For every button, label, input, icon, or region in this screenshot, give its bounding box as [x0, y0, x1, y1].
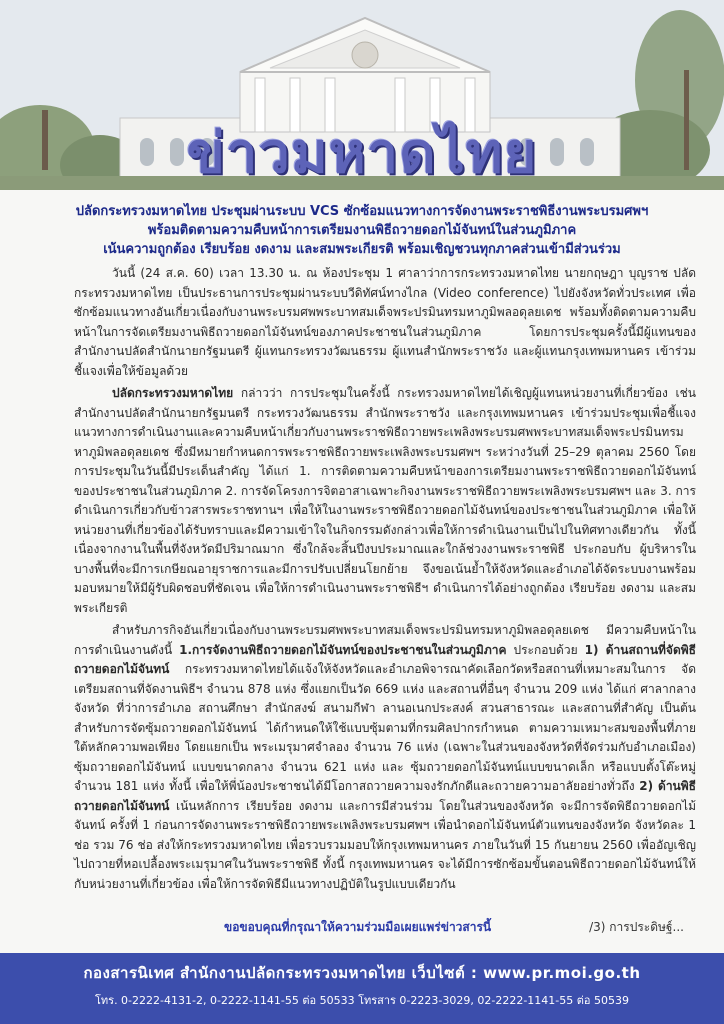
news-headline [60, 202, 664, 259]
footer-bar [0, 953, 724, 1024]
headline-line-2: พร้อมติดตามความคืบหน้าการเตรียมงานพิธีถวายดอกไม้จันทน์ในส่วนภูมิภาค [147, 223, 577, 238]
continuation-note: /3) การประดิษฐ์... [589, 920, 684, 934]
paragraph-3-venue-text: กระทรวงมหาดไทยได้แจ้งให้จังหวัดและอำเภอพิจารณาคัดเลือกวัดหรือสถานที่เหมาะสมในการ จัดเตรียมสถานที่จัดงานพิธีฯ จำนวน 878 แห่ง ซึ่งแยกเป็นวัด 669 แห่ง และสถานที่อื่นๆ จำนวน 209 แห่ง ได้แก่ ศาลากลางจังหวัด ที่ว่าการอำเภอ สถานศึกษา สำนักสงฆ์ สนามกีฬา ลานอเนกประสงค์ สวนสาธารณะ และสถานที่สำคัญ เป็นต้น สำหรับการจัดซุ้มถวายดอกไม้จันทน์ ได้กำหนดให้ใช้แบบซุ้มตามที่กรมศิลปากรกำหนด ตามความเหมาะสมของพื้นที่ภายใต้หลักความพอเพียง โดยแยกเป็น พระเมรุมาศจำลอง จำนวน 76 แห่ง (เฉพาะในส่วนของจังหวัดที่จัดร่วมกับอำเภอเมือง) ซุ้มถวายดอกไม้จันทน์ แบบขนาดกลาง จำนวน 621 แห่ง และ ซุ้มถวายดอกไม้จันทน์แบบขนาดเล็ก หรือแบบตั้งโต๊ะหมู่ จำนวน 181 แห่ง ทั้งนี้ เพื่อให้พี่น้องประชาชนได้มีโอกาสถวายความจงรักภักดีและถวายความอาลัยอย่างทั่วถึง [74, 662, 696, 793]
subsection-heading-venue: 1) ด้านสถานที่จัดพิธีถวายดอกไม้จันทน์ [74, 642, 696, 676]
headline-line-1: ปลัดกระทรวงมหาดไทย ประชุมผ่านระบบ VCS ซักซ้อมแนวทางการจัดงานพระราชพิธีงานพระบรมศพฯ [75, 204, 649, 219]
headline-line-3: เน้นความถูกต้อง เรียบร้อย งดงาม และสมพระเกียรติ พร้อมเชิญชวนทุกภาคส่วนเข้ามีส่วนร่วม [103, 242, 621, 257]
paragraph-2 [74, 384, 696, 618]
masthead-banner [0, 0, 724, 190]
thanks-note: ขอขอบคุณที่กรุณาให้ความร่วมมือเผยแพร่ข่าวสารนี้ [224, 920, 492, 934]
paragraph-3-connector: ประกอบด้วย [506, 642, 585, 657]
footer-organization: กองสารนิเทศ สำนักงานปลัดกระทรวงมหาดไทย เว็บไซต์ : www.pr.moi.go.th [83, 964, 641, 982]
article-body [74, 264, 696, 897]
footer-contacts: โทร. 0-2222-4131-2, 0-2222-1141-55 ต่อ 50533 โทรสาร 0-2223-3029, 02-2222-1141-55 ต่อ 50539 [95, 994, 629, 1007]
paragraph-2-lead: ปลัดกระทรวงมหาดไทย [112, 386, 234, 400]
paragraph-3 [74, 621, 696, 894]
section-heading-1: 1.การจัดงานพิธีถวายดอกไม้จันทน์ของประชาชนในส่วนภูมิภาค [179, 642, 507, 657]
paragraph-2-text: กล่าวว่า การประชุมในครั้งนี้ กระทรวงมหาดไทยได้เชิญผู้แทนหน่วยงานที่เกี่ยวข้อง เช่น สำนักงานปลัดสำนักนายกรัฐมนตรี กระทรวงวัฒนธรรม สำนักพระราชวัง และกรุงเทพมหานคร เข้าร่วมประชุมเพื่อชี้แจงแนวทางการดำเนินงานและความคืบหน้าเกี่ยวกับงานพระราชพิธีถวายพระเพลิงพระบรมศพพระบาทสมเด็จพระปรมินทรมหาภูมิพลอดุลยเดช ซึ่งมีหมายกำหนดการพระราชพิธีถวายพระเพลิงพระบรมศพฯ ระหว่างวันที่ 25–29 ตุลาคม 2560 โดยการประชุมในวันนี้มีประเด็นสำคัญ ได้แก่ 1. การติดตามความคืบหน้าของการเตรียมงานพระราชพิธีถวายดอกไม้จันทน์ของประชาชนในส่วนภูมิภาค 2. การจัดโครงการจิตอาสาเฉพาะกิจงานพระราชพิธีถวายพระเพลิงพระบรมศพฯ และ 3. การดำเนินการเกี่ยวกับข้าวสารพระราชทานฯ เพื่อให้ในงานพระราชพิธีถวายดอกไม้จันทน์ของประชาชนในส่วนภูมิภาค เพื่อให้หน่วยงานที่เกี่ยวข้องได้รับทราบและมีความเข้าใจในกิจกรรมดังกล่าวเพื่อให้การดำเนินงานเป็นไปในทิศทางเดียวกัน ทั้งนี้เนื่องจากงานในพื้นที่จังหวัดมีปริมาณมาก ซึ่งใกล้จะสิ้นปีงบประมาณและใกล้ช่วงงานพระราชพิธี ประกอบกับ ผู้บริหารในบางพื้นที่จะมีการเกษียณอายุราชการและมีการปรับเปลี่ยนโยกย้าย จึงขอเน้นย้ำให้จังหวัดและอำเภอได้จัดระบบงานพร้อมมอบหมายให้มีผู้รับผิดชอบที่ชัดเจน เพื่อให้การดำเนินงานพระราชพิธีฯ ดำเนินการได้อย่างถูกต้อง เรียบร้อย งดงาม และสมพระเกียรติ [74, 386, 696, 615]
paragraph-1: วันนี้ (24 ส.ค. 60) เวลา 13.30 น. ณ ห้องประชุม 1 ศาลาว่าการกระทรวงมหาดไทย นายกฤษฎา บุญราช ปลัดกระทรวงมหาดไทย เป็นประธานการประชุมผ่านระบบวีดิทัศน์ทางไกล (Video conference) ไปยังจังหวัดทั่วประเทศ เพื่อซักซ้อมแนวทางอันเกี่ยวเนื่องกับงานพระบรมศพพระบาทสมเด็จพระปรมินทรมหาภูมิพลอดุลยเดช พร้อมทั้งติดตามความคืบหน้าในการจัดเตรียมงานพิธีถวายดอกไม้จันทน์ของภาคประชาชนในส่วนภูมิภาค โดยการประชุมครั้งนี้มีผู้แทนของสำนักงานปลัดสำนักนายกรัฐมนตรี ผู้แทนกระทรวงวัฒนธรรม ผู้แทนสำนักพระราชวัง และผู้แทนกรุงเทพมหานคร เข้าร่วมชี้แจงเพื่อให้ข้อมูลด้วย [74, 266, 696, 378]
subsection-heading-ceremony: 2) ด้านพิธีถวายดอกไม้จันทน์ [74, 779, 696, 813]
paragraph-3-ceremony-text: เน้นหลักการ เรียบร้อย งดงาม และการมีส่วนร่วม โดยในส่วนของจังหวัด จะมีการจัดพิธีถวายดอกไม้จันทน์ ครั้งที่ 1 ก่อนการจัดงานพระราชพิธีถวายพระเพลิงพระบรมศพฯ เพื่อนำดอกไม้จันทน์ตัวแทนของจังหวัด จังหวัดละ 1 ช่อ รวม 76 ช่อ ส่งให้กระทรวงมหาดไทย เพื่อรวบรวมมอบให้กรุงเทพมหานคร ภายในวันที่ 15 กันยายน 2560 เพื่ออัญเชิญไปถวายที่หอเปลื้องพระเมรุมาศในวันพระราชพิธี ทั้งนี้ กรุงเทพมหานคร จะได้มีการซักซ้อมขั้นตอนพิธีถวายดอกไม้จันทน์ให้กับหน่วยงานที่เกี่ยวข้อง เพื่อให้การจัดพิธีมีแนวทางปฏิบัติในรูปแบบเดียวกัน [74, 798, 696, 891]
paragraph-3-intro: สำหรับภารกิจอันเกี่ยวเนื่องกับงานพระบรมศพพระบาทสมเด็จพระปรมินทรมหาภูมิพลอดุลยเดช มีความคืบหน้าในการดำเนินงานดังนี้ [74, 623, 696, 657]
masthead-title: ข่าวมหาดไทย [186, 121, 538, 186]
